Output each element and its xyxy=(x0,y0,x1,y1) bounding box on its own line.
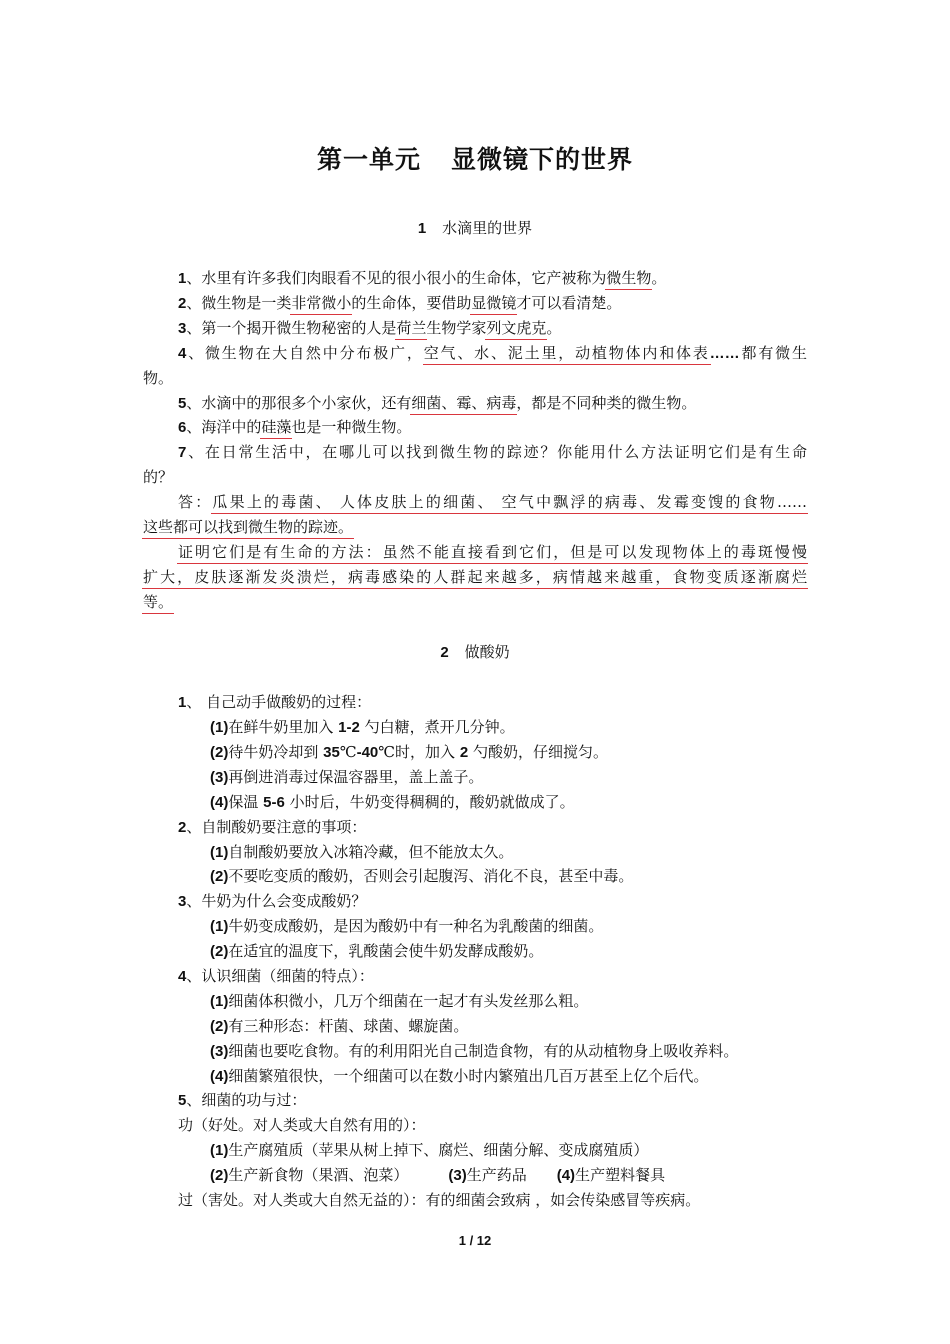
section-heading-2: 2 做酸奶 xyxy=(440,643,510,661)
paragraph-1: 1、水里有许多我们肉眼看不见的很小很小的生命体，它产被称为微生物。 xyxy=(178,269,667,287)
question-2-item-2: (2)不要吃变质的酸奶，否则会引起腹泻、消化不良，甚至中毒。 xyxy=(210,867,634,885)
question-3: 3、牛奶为什么会变成酸奶？ xyxy=(178,892,367,910)
question-2-item-1: (1)自制酸奶要放入冰箱冷藏，但不能放太久。 xyxy=(210,843,514,861)
answer-2-line-1 xyxy=(178,541,807,563)
underlined-answer: 硅藻 xyxy=(261,418,292,436)
paragraph-7-cont: 的？ xyxy=(143,468,174,486)
question-5: 5、细菌的功与过： xyxy=(178,1091,307,1109)
underlined-answer: 显微镜 xyxy=(471,294,517,312)
paragraph-3: 3、第一个揭开微生物秘密的人是荷兰生物学家列文虎克。 xyxy=(178,319,562,337)
paragraph-6: 6、海洋中的硅藻也是一种微生物。 xyxy=(178,418,412,436)
faults-line: 过（害处。对人类或大自然无益的）：有的细菌会致病 ，如会传染感冒等疾病。 xyxy=(178,1191,701,1209)
unit-title-name: 显微镜下的世界 xyxy=(451,145,634,174)
underlined-answer: 证明它们是有生命的方法：虽然不能直接看到它们，但是可以发现物体上的毒斑慢慢 xyxy=(178,543,807,561)
question-1-step-3: (3)再倒进消毒过保温容器里，盖上盖子。 xyxy=(210,768,484,786)
answer-2-line-3 xyxy=(143,591,173,613)
page-number: 1 / 12 xyxy=(458,1233,492,1248)
underlined-answer: 空气、水、泥土里，动植物体内和体表 xyxy=(423,344,710,362)
question-1-step-2: (2)待牛奶冷却到 35℃-40℃时，加入 2 勺酸奶，仔细搅匀。 xyxy=(210,743,608,761)
merit-item-1: (1)生产腐殖质（苹果从树上掉下、腐烂、细菌分解、变成腐殖质） xyxy=(210,1141,649,1159)
underlined-answer: 微生物 xyxy=(606,269,652,287)
underlined-answer: 荷兰 xyxy=(396,319,427,337)
paragraph-2: 2、微生物是一类非常微小的生命体，要借助显微镜才可以看清楚。 xyxy=(178,294,622,312)
section-heading-1: 1 水滴里的世界 xyxy=(417,219,533,237)
question-4: 4、认识细菌（细菌的特点）： xyxy=(178,967,374,985)
underlined-answer: 扩大，皮肤逐渐发炎溃烂，病毒感染的人群起来越多，病情越来越重，食物变质逐渐腐烂 xyxy=(143,568,807,586)
underlined-answer: 瓜果上的毒菌、 人体皮肤上的细菌、 空气中飘浮的病毒、发霉变馊的食物…… xyxy=(212,493,807,511)
underlined-answer: 等。 xyxy=(143,593,174,611)
underlined-answer: 非常微小 xyxy=(291,294,352,312)
question-4-item-1: (1)细菌体积微小，几万个细菌在一起才有头发丝那么粗。 xyxy=(210,992,589,1010)
question-1: 1、 自己动手做酸奶的过程： xyxy=(178,693,372,711)
question-1-step-1: (1)在鲜牛奶里加入 1-2 勺白糖，煮开几分钟。 xyxy=(210,718,515,736)
answer-2-line-2 xyxy=(143,566,807,588)
paragraph-4: 4、微生物在大自然中分布极广，空气、水、泥土里，动植物体内和体表……都有微生 xyxy=(178,344,807,362)
answer-1-line-1: 答：瓜果上的毒菌、 人体皮肤上的细菌、 空气中飘浮的病毒、发霉变馊的食物…… xyxy=(178,493,807,511)
unit-title xyxy=(0,140,950,176)
unit-title-number: 第一单元 xyxy=(316,145,421,174)
paragraph-5: 5、水滴中的那很多个小家伙，还有细菌、霉、病毒，都是不同种类的微生物。 xyxy=(178,394,697,412)
question-3-item-1: (1)牛奶变成酸奶，是因为酸奶中有一种名为乳酸菌的细菌。 xyxy=(210,917,604,935)
question-3-item-2: (2)在适宜的温度下，乳酸菌会使牛奶发酵成酸奶。 xyxy=(210,942,544,960)
merits-heading: 功（好处。对人类或大自然有用的）： xyxy=(178,1116,426,1134)
question-2: 2、自制酸奶要注意的事项： xyxy=(178,818,367,836)
underlined-answer: 细菌、霉、病毒 xyxy=(411,394,517,412)
question-4-item-4: (4)细菌繁殖很快，一个细菌可以在数小时内繁殖出几百万甚至上亿个后代。 xyxy=(210,1067,709,1085)
paragraph-7: 7、在日常生活中，在哪儿可以找到微生物的踪迹？你能用什么方法证明它们是有生命 xyxy=(178,443,807,461)
paragraph-4-cont: 物。 xyxy=(143,369,174,387)
answer-1-line-2 xyxy=(143,516,353,538)
underlined-answer: 这些都可以找到微生物的踪迹。 xyxy=(143,518,354,536)
question-4-item-3: (3)细菌也要吃食物。有的利用阳光自己制造食物，有的从动植物身上吸收养料。 xyxy=(210,1042,739,1060)
merit-items-2-4: (2)生产新食物（果酒、泡菜） (3)生产药品 (4)生产塑料餐具 xyxy=(210,1166,666,1184)
question-1-step-4: (4)保温 5-6 小时后，牛奶变得稠稠的，酸奶就做成了。 xyxy=(210,793,575,811)
question-4-item-2: (2)有三种形态：杆菌、球菌、螺旋菌。 xyxy=(210,1017,469,1035)
underlined-answer: 列文虎克 xyxy=(486,319,547,337)
